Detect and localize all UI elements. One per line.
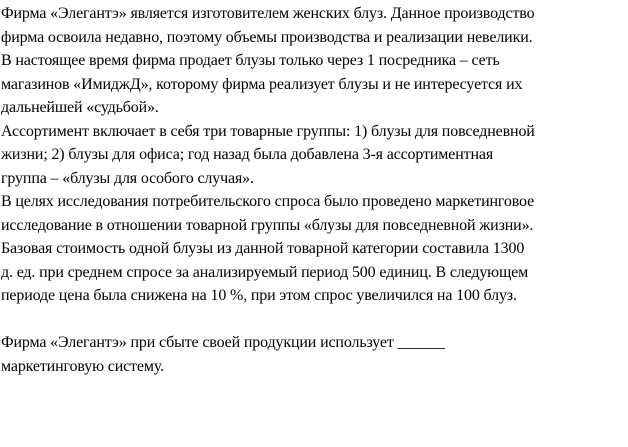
text-line: жизни; 2) блузы для офиса; год назад была добавлена 3-я ассортиментная — [1, 146, 494, 163]
text-line: группа – «блузы для особого случая». — [1, 169, 254, 187]
question-text — [1, 331, 628, 378]
paragraph-spacer — [1, 308, 628, 332]
text-line: Ассортимент включает в себя три товарные группы: 1) блузы для повседневной — [1, 122, 535, 140]
text-line: маркетинговую систему. — [1, 357, 164, 375]
text-line: Фирма «Элегантэ» при сбыте своей продукции использует ______ — [1, 334, 445, 351]
paragraph-assortment — [1, 120, 628, 191]
text-line: В целях исследования потребительского спроса было проведено маркетинговое — [1, 193, 535, 210]
document-body — [1, 2, 628, 378]
text-line: фирма освоила недавно, поэтому объемы производства и реализации невелики. — [1, 28, 533, 46]
text-line: дальнейшей «судьбой». — [1, 99, 159, 116]
text-line: магазинов «ИмиджД», которому фирма реализует блузы и не интересуется их — [1, 75, 523, 93]
text-line: исследование в отношении товарной группы «блузы для повседневной жизни». — [1, 216, 534, 234]
paragraph-company-intro — [1, 2, 628, 49]
text-line: В настоящее время фирма продает блузы только через 1 посредника – сеть — [1, 52, 500, 69]
paragraph-research — [1, 190, 628, 308]
text-line: д. ед. при среднем спросе за анализируемый период 500 единиц. В следующем — [1, 263, 529, 281]
text-line: периоде цена была снижена на 10 %, при этом спрос увеличился на 100 блуз. — [1, 287, 517, 304]
text-line: Базовая стоимость одной блузы из данной товарной категории составила 1300 — [1, 240, 525, 257]
text-line: Фирма «Элегантэ» является изготовителем женских блуз. Данное производство — [1, 5, 535, 22]
paragraph-distribution — [1, 49, 628, 120]
